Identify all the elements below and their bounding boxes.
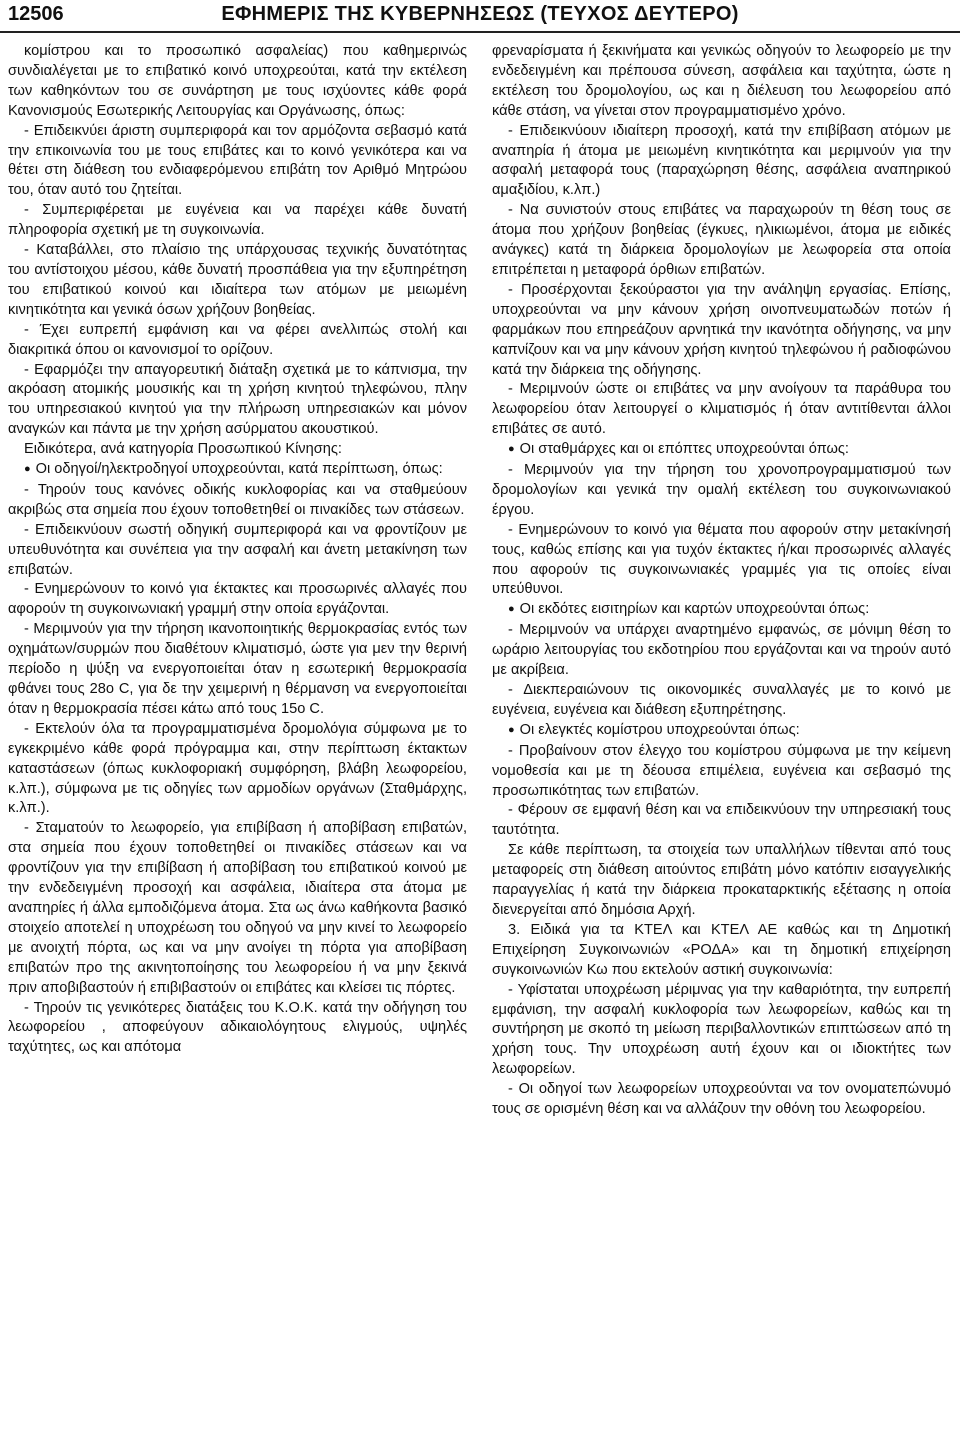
bullet-paragraph: ● Οι εκδότες εισιτηρίων και καρτών υποχρεούνται όπως: — [492, 600, 951, 621]
paragraph: - Καταβάλλει, στο πλαίσιο της υπάρχουσας τεχνικής δυνατότητας του αντίστοιχου μέσου, κάθε δυνατή προσπάθεια για την εξυπηρέτηση του επιβατικού κοινού και ιδιαίτερα των ατόμων με μειωμένη κινητικότητα και γενικά όσων χρήζουν βοηθείας. — [8, 242, 467, 318]
bullet-paragraph: ● Οι σταθμάρχες και οι επόπτες υποχρεούνται όπως: — [492, 440, 951, 461]
paragraph: - Διεκπεραιώνουν τις οικονομικές συναλλαγές με το κοινό με ευγένεια, ευγένεια και διάθεση εξυπηρέτησης. — [492, 682, 951, 718]
paragraph: - Μεριμνούν ώστε οι επιβάτες να μην ανοίγουν τα παράθυρα του λεωφορείου όταν λειτουργεί ο κλιματισμός ή όταν αντιτίθενται άλλοι επιβάτες σε αυτό. — [492, 381, 951, 438]
paragraph: - Προσέρχονται ξεκούραστοι για την ανάληψη εργασίας. Επίσης, υποχρεούνται να μην κάνουν χρήση οινοπνευματωδών ποτών ή φαρμάκων που επηρεάζουν αρνητικά την ικανότητα οδήγησης, να μην καπνίζουν και να μην κάνουν χρήση κινητού τηλεφώνου ή ραδιοφώνου κατά την διάρκεια της οδήγησης. — [492, 281, 951, 378]
header-rule — [0, 31, 960, 33]
paragraph: - Συμπεριφέρεται με ευγένεια και να παρέχει κάθε δυνατή πληροφορία σχετική με τη συγκοινωνία. — [8, 202, 467, 239]
page-header — [0, 0, 960, 33]
gazette-title: ΕΦΗΜΕΡΙΣ ΤΗΣ ΚΥΒΕΡΝΗΣΕΩΣ (ΤΕΥΧΟΣ ΔΕΥΤΕΡΟ) — [221, 3, 739, 25]
paragraph: φρεναρίσματα ή ξεκινήματα και γενικώς οδηγούν το λεωφορείο με την ενδεδειγμένη και πρέπουσα σύνεση, ασφάλεια και ταχύτητα, ώστε η εκτέλεση του δρομολογίου, ως και η διέλευση του λεωφορείου από κάθε στάση, να γίνεται στον προγραμματισμένο χρόνο. — [492, 43, 951, 119]
paragraph: Σε κάθε περίπτωση, τα στοιχεία των υπαλλήλων τίθενται από τους μεταφορείς στη διάθεση αιτούντος επιβάτη μόνο κατόπιν εισαγγελικής παραγγελίας ή κατά την διάρκεια προκαταρκτικής εξέτασης η οποία διενεργείται από δημόσια Αρχή. — [492, 842, 951, 918]
paragraph: - Επιδεικνύει άριστη συμπεριφορά και τον αρμόζοντα σεβασμό κατά την επικοινωνία του με τους επιβάτες και το κοινό γενικότερα και να θέτει στη διάθεση του ενδιαφερόμενου επιβάτη τον Αριθμό Μητρώου του, όταν αυτό του ζητείται. — [8, 122, 467, 199]
paragraph: - Φέρουν σε εμφανή θέση και να επιδεικνύουν την υπηρεσιακή τους ταυτότητα. — [492, 802, 951, 839]
paragraph: 3. Ειδικά για τα ΚΤΕΛ και ΚΤΕΛ ΑΕ καθώς και τη Δημοτική Επιχείρηση Συγκοινωνιών «ΡΟΔΑ» και τη δημοτική επιχείρηση συγκοινωνιών Κω που εκτελούν αστική συγκοινωνία: — [492, 921, 951, 978]
paragraph: - Εφαρμόζει την απαγορευτική διάταξη σχετικά με το κάπνισμα, την ακρόαση ατομικής μουσικής και τη χρήση κινητού τηλεφώνου, πλην του υπηρεσιακού κινητού για την πλήρωση υπηρεσιακών και μόνον αναγκών και πάντα με την χρήση ασύρματου ακουστικού. — [8, 361, 467, 438]
paragraph: - Μεριμνούν για την τήρηση ικανοποιητικής θερμοκρασίας εντός των οχημάτων/συρμών που διαθέτουν κλιματισμό, ώστε για μεν την θερινή περίοδο η ψύξη να ενεργοποιείται όταν η εσωτερική θερμοκρασία φθάνει τους 28ο C, για δε την χειμερινή η θέρμανση να ενεργοποιείται όταν η θερμοκρασία πέσει κάτω από τους 15ο C. — [8, 621, 467, 717]
paragraph: - Επιδεικνύουν ιδιαίτερη προσοχή, κατά την επιβίβαση ατόμων με αναπηρία ή άτομα με μειωμένη κινητικότητα και μεριμνούν για την ασφαλή μεταφορά τους (παραχώρηση θέσης, ασφάλεια αναπηρικού αμαξιδίου, κ.λπ.) — [492, 122, 951, 199]
paragraph: - Έχει ευπρεπή εμφάνιση και να φέρει ανελλιπώς στολή και διακριτικά όπου οι κανονισμοί το ορίζουν. — [8, 321, 467, 358]
paragraph: - Μεριμνούν να υπάρχει αναρτημένο εμφανώς, σε μόνιμη θέση το ωράριο λειτουργίας του εκδοτηρίου που εργάζονται και να τηρούν αυτό με ακρίβεια. — [492, 622, 951, 679]
page-number: 12506 — [8, 3, 64, 25]
paragraph: - Προβαίνουν στον έλεγχο του κομίστρου σύμφωνα με την κείμενη νομοθεσία και με τη δέουσα επιμέλεια, ευγένεια και σεβασμό της προσωπικότητας των επιβατών. — [492, 742, 951, 799]
bullet-paragraph: ● Οι ελεγκτές κομίστρου υποχρεούνται όπως: — [492, 721, 951, 742]
paragraph: - Ενημερώνουν το κοινό για έκτακτες και προσωρινές αλλαγές που αφορούν τη συγκοινωνιακή γραμμή στην οποία εργάζονται. — [8, 581, 467, 618]
paragraph: Ειδικότερα, ανά κατηγορία Προσωπικού Κίνησης: — [24, 441, 342, 458]
right-column — [492, 42, 951, 1120]
paragraph: κομίστρου και το προσωπικό ασφαλείας) που καθημερινώς συνδιαλέγεται με το επιβατικό κοινό υποχρεούται, κατά την εκτέλεση των καθηκόντων του σε συνάρτηση με τους ισχύοντες κάθε φορά Κανονισμούς Εσωτερικής Λειτουργίας και Οργάνωσης, όπως: — [8, 43, 467, 119]
paragraph: - Να συνιστούν στους επιβάτες να παραχωρούν τη θέση τους σε άτομα που χρήζουν βοηθείας (έγκυες, ηλικιωμένοι, άτομα με ειδικές ανάγκες) κατά τη διάρκεια δρομολογίων με λεωφορεία στα οποία επιτρέπεται η μεταφορά όρθιων επιβατών. — [492, 202, 951, 278]
paragraph: - Σταματούν το λεωφορείο, για επιβίβαση ή αποβίβαση επιβατών, στα σημεία που έχουν τοποθετηθεί οι πινακίδες στάσεων και να φροντίζουν για την επιβίβαση ή αποβίβαση του επιβατικού κοινού με την ενδεδειγμένη προσοχή και ασφάλεια, ιδιαίτερα στα άτομα με αναπηρίες ή άλλα εμποδιζόμενα άτομα. Στα ως άνω καθήκοντα βασικό στοιχείο αποτελεί η υποχρέωση του οδηγού να μην κινεί το λεωφορείο με ανοιχτή πόρτα, ως και να μην ανοίγει τη πόρτα για αποβίβαση επιβατών προ της ακινητοποίησης του λεωφορείου ή να μην ξεκινά πριν αποβιβαστούν ή επιβιβαστούν οι επιβάτες και κλείσει τις πόρτες. — [8, 820, 467, 996]
bullet-paragraph: ● Οι οδηγοί/ηλεκτροδηγοί υποχρεούνται, κατά περίπτωση, όπως: — [8, 460, 467, 481]
paragraph: - Τηρούν τους κανόνες οδικής κυκλοφορίας και να σταθμεύουν ακριβώς στα σημεία που έχουν τοποθετηθεί οι πινακίδες των στάσεων. — [8, 481, 467, 518]
left-column — [8, 42, 467, 1058]
paragraph: - Ενημερώνουν το κοινό για θέματα που αφορούν στην μετακίνησή τους, καθώς επίσης και για τυχόν έκτακτες ή/και προσωρινές αλλαγές που αφορούν τις συγκοινωνιακές γραμμές για τις οποίες είναι υπεύθυνοι. — [492, 521, 951, 598]
paragraph: - Οι οδηγοί των λεωφορείων υποχρεούνται να τον ονοματεπώνυμό τους σε ορισμένη θέση και να αλλάζουν την οθόνη του λεωφορείου. — [492, 1081, 951, 1118]
paragraph: - Υφίσταται υποχρέωση μέριμνας για την καθαριότητα, την ευπρεπή εμφάνιση, την ασφαλή κυκλοφορία των λεωφορείων, καθώς και τη συντήρηση με σκοπό τη μείωση περιβαλλοντικών επιπτώσεων από τη χρήση τους. Την υποχρέωση αυτή έχουν και οι ιδιοκτήτες των λεωφορείων. — [492, 981, 951, 1078]
paragraph: - Επιδεικνύουν σωστή οδηγική συμπεριφορά και να φροντίζουν με υπευθυνότητα και συνέπεια για την ασφαλή και άνετη μετακίνηση των επιβατών. — [8, 521, 467, 578]
paragraph: - Μεριμνούν για την τήρηση του χρονοπρογραμματισμού των δρομολογίων και γενικά την ομαλή εκτέλεση του συγκοινωνιακού έργου. — [492, 462, 951, 518]
paragraph: - Τηρούν τις γενικότερες διατάξεις του Κ.Ο.Κ. κατά την οδήγηση του λεωφορείου , αποφεύγουν αδικαιολόγητους ελιγμούς, υψηλές ταχύτητες, ως και απότομα — [8, 999, 467, 1056]
paragraph: - Εκτελούν όλα τα προγραμματισμένα δρομολόγια σύμφωνα με το εγκεκριμένο κάθε φορά πρόγραμμα και, στην περίπτωση έκτακτων καταστάσεων (όπως κυκλοφοριακή συμφόρηση, βλάβη λεωφορείου, κ.λπ.), σύμφωνα με τις οδηγίες των αρμοδίων οργάνων (Σταθμάρχης, κ.λπ.). — [8, 720, 467, 817]
